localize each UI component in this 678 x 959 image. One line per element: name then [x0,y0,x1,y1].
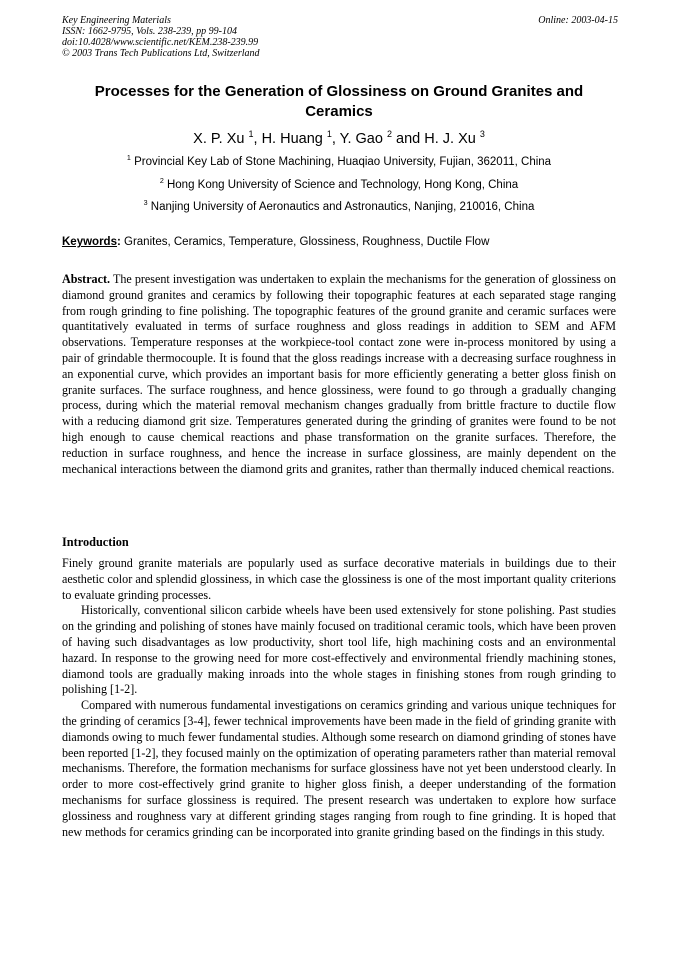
author-affiliation-mark: 2 [386,129,392,140]
affiliation-text: Nanjing University of Aeronautics and Astronautics, Nanjing, 210016, China [150,201,535,213]
author-name: X. P. Xu [193,131,245,147]
affiliation [62,200,616,215]
journal-name: Key Engineering Materials [62,15,171,26]
author-separator: , [331,131,340,147]
abstract [62,272,616,477]
author-affiliation-mark: 3 [479,129,485,140]
author-affiliation-mark: 1 [326,129,332,140]
abstract-label: Abstract. [62,272,111,286]
author-list [62,129,616,149]
author-affiliation-mark: 1 [248,129,254,140]
affiliation-mark: 2 [159,177,164,186]
author-name: H. Huang [261,131,323,147]
copyright-line: © 2003 Trans Tech Publications Ltd, Switzerland [62,48,260,59]
author-name: H. J. Xu [424,131,476,147]
abstract-text: The present investigation was undertaken to explain the mechanisms for the generation of glossiness on diamond ground granites and ceramics by following their topographic features at each separated stage ranging from rough grinding to fine polishing. The topographic features of the ground granite and ceramic surfaces were quantitatively evaluated in terms of surface roughness and gloss readings in addition to SEM and AFM observations. Temperature responses at the workpiece-tool contact zone were in-process monitored by using a pair of grindable thermocouple. It is found that the gloss readings increase with a decreasing surface roughness in an exponential curve, which provides an important basis for more efficiently generating a better gloss finish on granite surfaces. The surface roughness, and hence glossiness, were found to go through a gradually changing process, during which the material removal mechanism changes gradually from brittle fracture to ductile flow with a reducing diamond grit size. Temperatures generated during the grinding of granites were found to be not high enough to cause chemical reactions and phase transformation on the granite surfaces. Therefore, the reduction in surface roughness, and hence the increase in surface glossiness, are mainly dependent on the mechanical interactions between the diamond grits and granites, rather than thermally induced chemical reactions. [62,272,616,476]
affiliation [62,155,616,170]
affiliation [62,178,616,193]
section-heading: Introduction [62,535,129,549]
doi-line: doi:10.4028/www.scientific.net/KEM.238-239.99 [62,37,259,48]
issn-line: ISSN: 1662-9795, Vols. 238-239, pp 99-104 [62,26,237,37]
paragraph: Historically, conventional silicon carbide wheels have been used extensively for stone polishing. Past studies on the grinding and polishing of stones have mainly focused on traditional ceramic tools, which have been proven of having such disadvantages as low productivity, short tool life, high machining costs and an environmental hazard. In response to the growing need for more cost-effectively and environmental friendly machining stones, diamond tools are gradually making inroads into the whole stages in finishing stones from rough grinding to polishing [1-2]. [62,603,616,697]
introduction-body [62,556,616,840]
keywords-label: Keywords [62,236,117,248]
keywords-line: Keywords: Granites, Ceramics, Temperature, Glossiness, Roughness, Ductile Flow [62,236,490,248]
online-date: Online: 2003-04-15 [538,15,618,26]
author-separator: and [391,131,425,147]
paper-title: Processes for the Generation of Glossiness on Ground Granites and Ceramics [94,83,584,120]
paragraph: Finely ground granite materials are popularly used as surface decorative materials in buildings due to their aesthetic color and splendid glossiness, in which case the glossiness is one of the most important quality criterions to evaluate grinding processes. [62,556,616,602]
author-separator: , [253,131,262,147]
affiliation-mark: 3 [143,199,148,208]
keywords-text: Granites, Ceramics, Temperature, Glossiness, Roughness, Ductile Flow [124,236,490,248]
journal-header [62,15,618,59]
affiliation-text: Hong Kong University of Science and Technology, Hong Kong, China [166,179,519,191]
paragraph: Compared with numerous fundamental investigations on ceramics grinding and various unique techniques for the grinding of ceramics [3-4], fewer technical improvements have been made in the field of grinding granite with diamonds owing to much fewer fundamental studies. Although some research on diamond grinding of stones have been reported [1-2], they focused mainly on the optimization of operating parameters rather than material removal mechanisms. Therefore, the formation mechanisms for surface glossiness have not yet been understood clearly. In order to more cost-effectively grind granite to higher gloss finish, a deeper understanding of the formation mechanisms for surface glossiness is required. The present research was undertaken to explore how surface glossiness and roughness vary at different grinding stages ranging from rough to fine grinding. It is hoped that new methods for ceramics grinding can be incorporated into granite grinding based on the findings in this study. [62,698,616,839]
affiliation-mark: 1 [126,154,131,163]
author-name: Y. Gao [339,131,383,147]
affiliation-text: Provincial Key Lab of Stone Machining, Huaqiao University, Fujian, 362011, China [134,156,552,168]
